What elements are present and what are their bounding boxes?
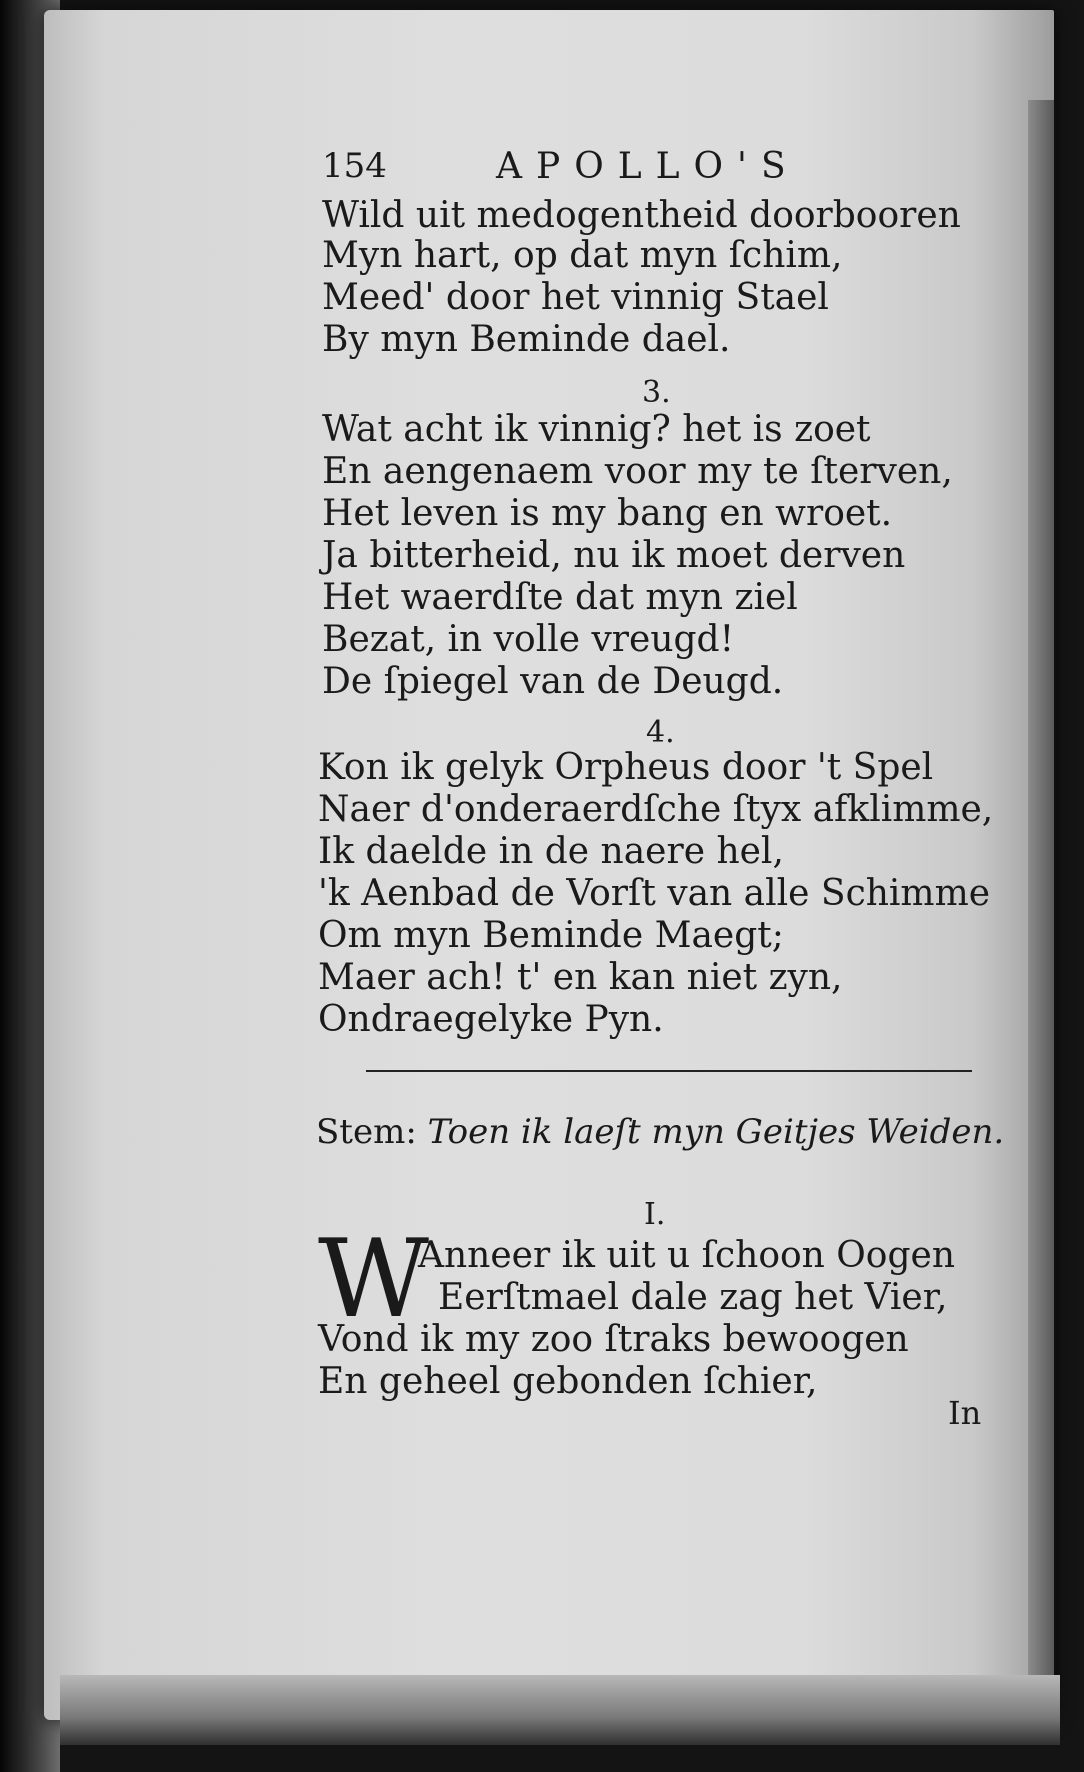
stanza-number: 3. bbox=[642, 375, 671, 410]
catchword: In bbox=[948, 1394, 982, 1432]
verse-line: Het waerdſte dat myn ziel bbox=[322, 577, 798, 618]
verse-line: Bezat, in volle vreugd! bbox=[322, 619, 735, 660]
section-divider bbox=[366, 1070, 972, 1072]
tune-title: Toen ik laeſt myn Geitjes Weiden. bbox=[427, 1112, 1005, 1152]
stem-label: Stem: bbox=[316, 1112, 417, 1152]
stanza-number: I. bbox=[644, 1197, 666, 1232]
verse-line: Het leven is my bang en wroet. bbox=[322, 493, 893, 534]
verse-line: Kon ik gelyk Orpheus door 't Spel bbox=[318, 747, 934, 788]
verse-line: En geheel gebonden ſchier, bbox=[318, 1361, 818, 1402]
verse-line: Eerſtmael dale zag het Vier, bbox=[438, 1277, 948, 1318]
verse-line: Ondraegelyke Pyn. bbox=[318, 999, 664, 1040]
verse-line: 'k Aenbad de Vorſt van alle Schimme bbox=[318, 873, 991, 914]
verse-line: By myn Beminde dael. bbox=[322, 319, 731, 360]
stanza-number: 4. bbox=[646, 715, 675, 750]
verse-line: De ſpiegel van de Deugd. bbox=[322, 661, 784, 702]
verse-line: Maer ach! t' en kan niet zyn, bbox=[318, 957, 843, 998]
verse-line: Wat acht ik vinnig? het is zoet bbox=[322, 409, 871, 450]
verse-line: Ja bitterheid, nu ik moet derven bbox=[322, 535, 906, 576]
verse-line: Ik daelde in de naere hel, bbox=[318, 831, 784, 872]
verse-line: Anneer ik uit u ſchoon Oogen bbox=[418, 1235, 956, 1276]
verse-line: Wild uit medogentheid doorbooren bbox=[322, 195, 961, 236]
verse-line: Meed' door het vinnig Stael bbox=[322, 277, 829, 318]
verse-line: Vond ik my zoo ſtraks bewoogen bbox=[318, 1319, 909, 1360]
running-title: APOLLO'S bbox=[496, 146, 800, 187]
verse-line: En aengenaem voor my te ſterven, bbox=[322, 451, 953, 492]
verse-line: Om myn Beminde Maegt; bbox=[318, 915, 784, 956]
verse-line: Myn hart, op dat myn ſchim, bbox=[322, 235, 843, 276]
page-number: 154 bbox=[322, 146, 387, 186]
drop-cap: W bbox=[318, 1217, 430, 1342]
verse-line: Naer d'onderaerdſche ſtyx afklimme, bbox=[318, 789, 994, 830]
tune-indication bbox=[316, 1112, 1004, 1152]
